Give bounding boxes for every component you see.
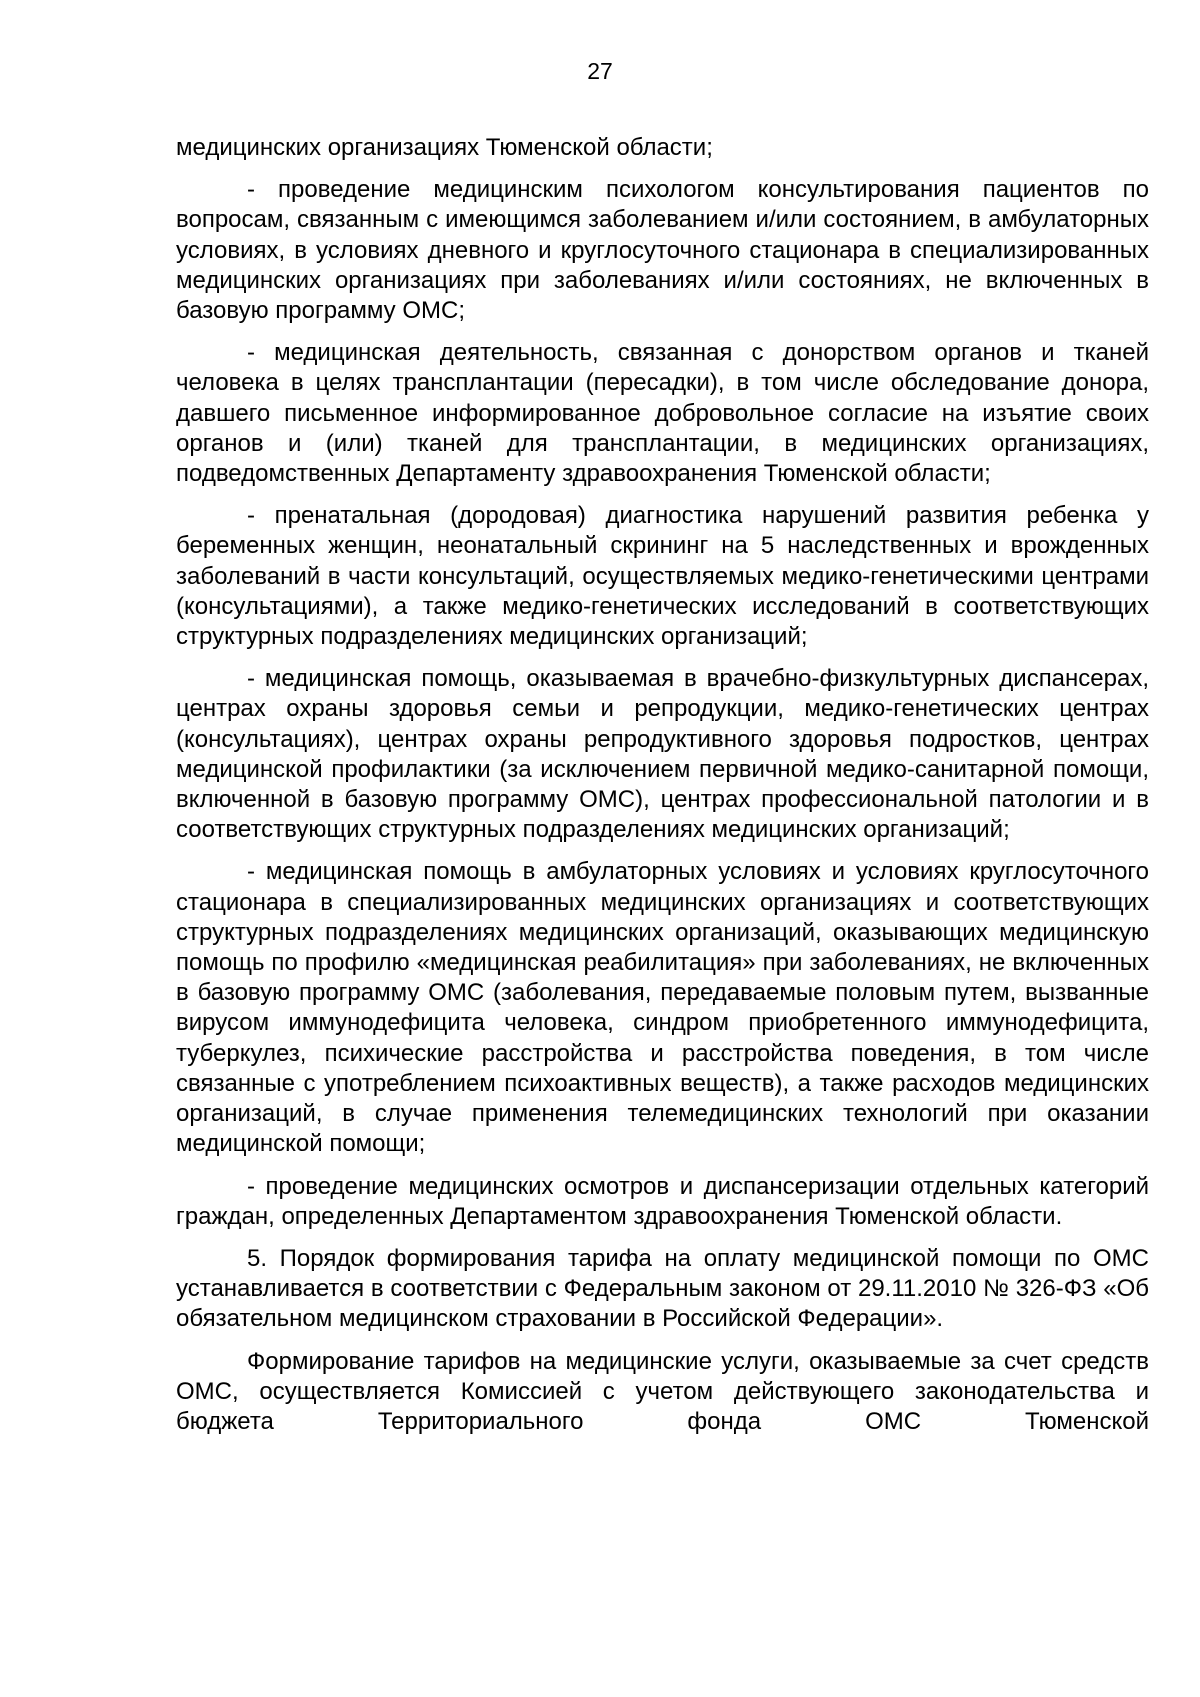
page-number: 27 <box>587 58 613 84</box>
paragraph-continuation: медицинских организациях Тюменской области; <box>176 134 713 161</box>
paragraph-tariff-procedure: 5. Порядок формирования тарифа на оплату медицинской помощи по ОМС устанавливается в соответствии с Федеральным законом от 29.11.2010 № 326-ФЗ «Об обязательном медицинском страховании в Российской Федерации». <box>176 1244 1149 1333</box>
document-body <box>176 133 1149 1437</box>
paragraph-psychologist-consulting: - проведение медицинским психологом консультирования пациентов по вопросам, связанным с имеющимся заболеванием и/или состоянием, в амбулаторных условиях, в условиях дневного и круглосуточного стационара в специализированных медицинских организациях при заболеваниях и/или состояниях, не включенных в базовую программу ОМС; <box>176 176 1149 325</box>
paragraph-prenatal-diagnostics: - пренатальная (дородовая) диагностика нарушений развития ребенка у беременных женщин, неонатальный скрининг на 5 наследственных и врожденных заболеваний в части консультаций, осуществляемых медико-генетическими центрами (консультациями), а также медико-генетических исследований в соответствующих структурных подразделениях медицинских организаций; <box>176 502 1149 651</box>
paragraph-organ-donation: - медицинская деятельность, связанная с донорством органов и тканей человека в целях трансплантации (пересадки), в том числе обследование донора, давшего письменное информированное добровольное согласие на изъятие своих органов и (или) тканей для трансплантации, в медицинских организациях, подведомственных Департаменту здравоохранения Тюменской области; <box>176 339 1149 488</box>
paragraph-dispensaries: - медицинская помощь, оказываемая в врачебно-физкультурных диспансерах, центрах охраны здоровья семьи и репродукции, медико-генетических центрах (консультациях), центрах охраны репродуктивного здоровья подростков, центрах медицинской профилактики (за исключением первичной медико-санитарной помощи, включенной в базовую программу ОМС), центрах профессиональной патологии и в соответствующих структурных подразделениях медицинских организаций; <box>176 665 1149 844</box>
paragraph-medical-examinations: - проведение медицинских осмотров и диспансеризации отдельных категорий граждан, определенных Департаментом здравоохранения Тюменской области. <box>176 1172 1149 1230</box>
paragraph-rehabilitation: - медицинская помощь в амбулаторных условиях и условиях круглосуточного стационара в специализированных медицинских организациях и соответствующих структурных подразделениях медицинских организаций, оказывающих медицинскую помощь по профилю «медицинская реабилитация» при заболеваниях, не включенных в базовую программу ОМС (заболевания, передаваемые половым путем, вызванные вирусом иммунодефицита человека, синдром приобретенного иммунодефицита, туберкулез, психические расстройства и расстройства поведения, в том числе связанные с употреблением психоактивных веществ), а также расходов медицинских организаций, в случае применения телемедицинских технологий при оказании медицинской помощи; <box>176 858 1149 1158</box>
paragraph-tariff-formation: Формирование тарифов на медицинские услуги, оказываемые за счет средств ОМС, осуществляется Комиссией с учетом действующего законодательства и бюджета Территориального фонда ОМС Тюменской <box>176 1347 1149 1435</box>
